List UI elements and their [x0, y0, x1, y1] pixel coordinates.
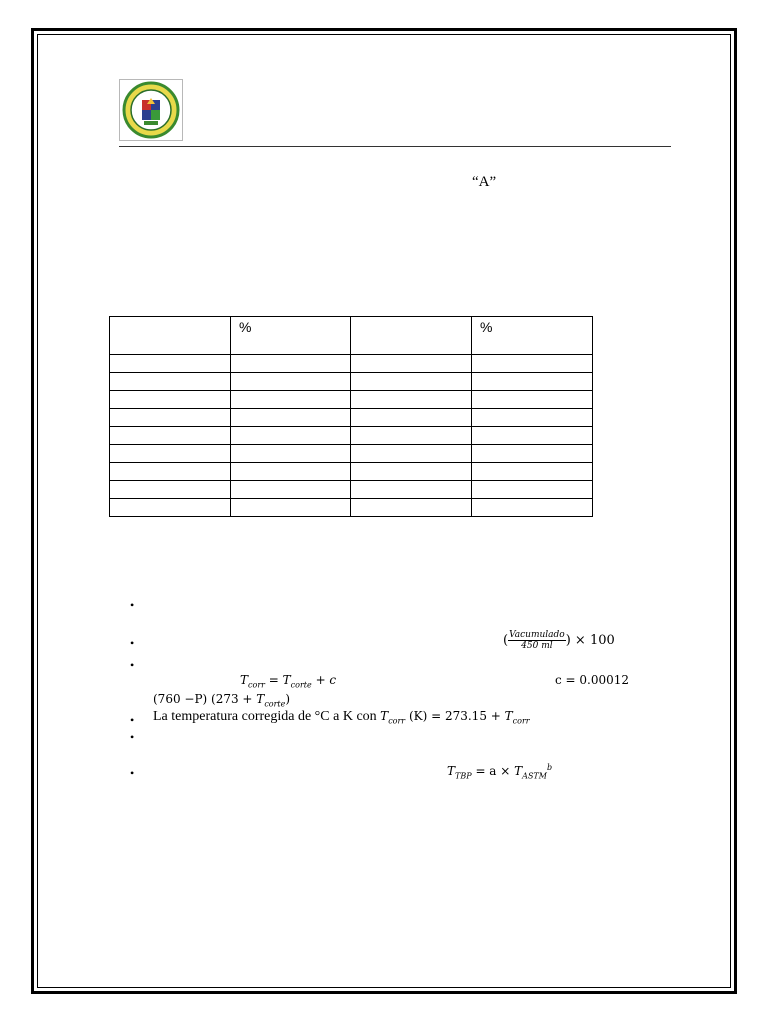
- table-cell: [231, 499, 351, 517]
- table-cell: [110, 427, 231, 445]
- table-cell: [110, 499, 231, 517]
- percentage-formula: ( $\frac{\text{Vacumulado}}{450 ml}$ ) × 100: [503, 630, 615, 651]
- table-header-cell: [110, 317, 231, 355]
- table-cell: [351, 445, 472, 463]
- table-cell: [472, 373, 593, 391]
- table-row: [110, 499, 593, 517]
- table-cell: [472, 391, 593, 409]
- document-letter: “A”: [472, 174, 497, 190]
- table-row: [110, 409, 593, 427]
- table-cell: [110, 463, 231, 481]
- bullet-icon: •: [130, 636, 135, 650]
- table-cell: [472, 481, 593, 499]
- table-cell: [472, 445, 593, 463]
- header-rule: [119, 146, 671, 147]
- table-header-row: [110, 317, 593, 355]
- table-cell: [351, 355, 472, 373]
- table-row: [110, 445, 593, 463]
- table-header-cell: [351, 317, 472, 355]
- table-cell: [472, 355, 593, 373]
- table-cell: [231, 373, 351, 391]
- table-cell: [110, 409, 231, 427]
- table-cell: [231, 391, 351, 409]
- table-cell: [351, 373, 472, 391]
- table-cell: [351, 391, 472, 409]
- table-cell: [110, 391, 231, 409]
- corrected-temperature-formula: $T_{corr} = T_{corte} + c$: [240, 673, 337, 690]
- bullet-icon: •: [130, 658, 135, 672]
- table-cell: [231, 427, 351, 445]
- table-row: [110, 463, 593, 481]
- bullet-icon: •: [130, 598, 135, 612]
- table-cell: [351, 427, 472, 445]
- table-cell: [231, 409, 351, 427]
- constant-c-value: c = 0.00012: [555, 673, 630, 687]
- table-header-cell: %: [231, 317, 351, 355]
- table-cell: [110, 445, 231, 463]
- table-header-cell: %: [472, 317, 593, 355]
- table-cell: [472, 427, 593, 445]
- bullet-icon: •: [130, 730, 135, 744]
- kelvin-conversion-line: La temperatura corregida de °C a K con $T_{corr}$ $(K) = 273.15 + T_{corr}$: [153, 709, 530, 726]
- table-cell: [110, 481, 231, 499]
- university-seal-logo: [119, 79, 183, 141]
- table-cell: [351, 409, 472, 427]
- table-cell: [351, 499, 472, 517]
- table-row: [110, 481, 593, 499]
- table-row: [110, 427, 593, 445]
- table-row: [110, 355, 593, 373]
- table-cell: [110, 373, 231, 391]
- table-cell: [351, 481, 472, 499]
- table-cell: [231, 481, 351, 499]
- correction-term: (760 −P) $(273 + T_{corte})$: [153, 692, 291, 709]
- bullet-icon: •: [130, 766, 135, 780]
- table-cell: [472, 409, 593, 427]
- bullet-icon: •: [130, 713, 135, 727]
- table-cell: [231, 445, 351, 463]
- table-row: [110, 391, 593, 409]
- table-cell: [110, 355, 231, 373]
- data-table: [109, 316, 593, 517]
- table-cell: [472, 499, 593, 517]
- table-cell: [351, 463, 472, 481]
- table-cell: [231, 463, 351, 481]
- table-cell: [231, 355, 351, 373]
- tbp-formula: $T_{TBP} = a \times T_{ASTM}^b$: [447, 763, 553, 781]
- table-cell: [472, 463, 593, 481]
- table-row: [110, 373, 593, 391]
